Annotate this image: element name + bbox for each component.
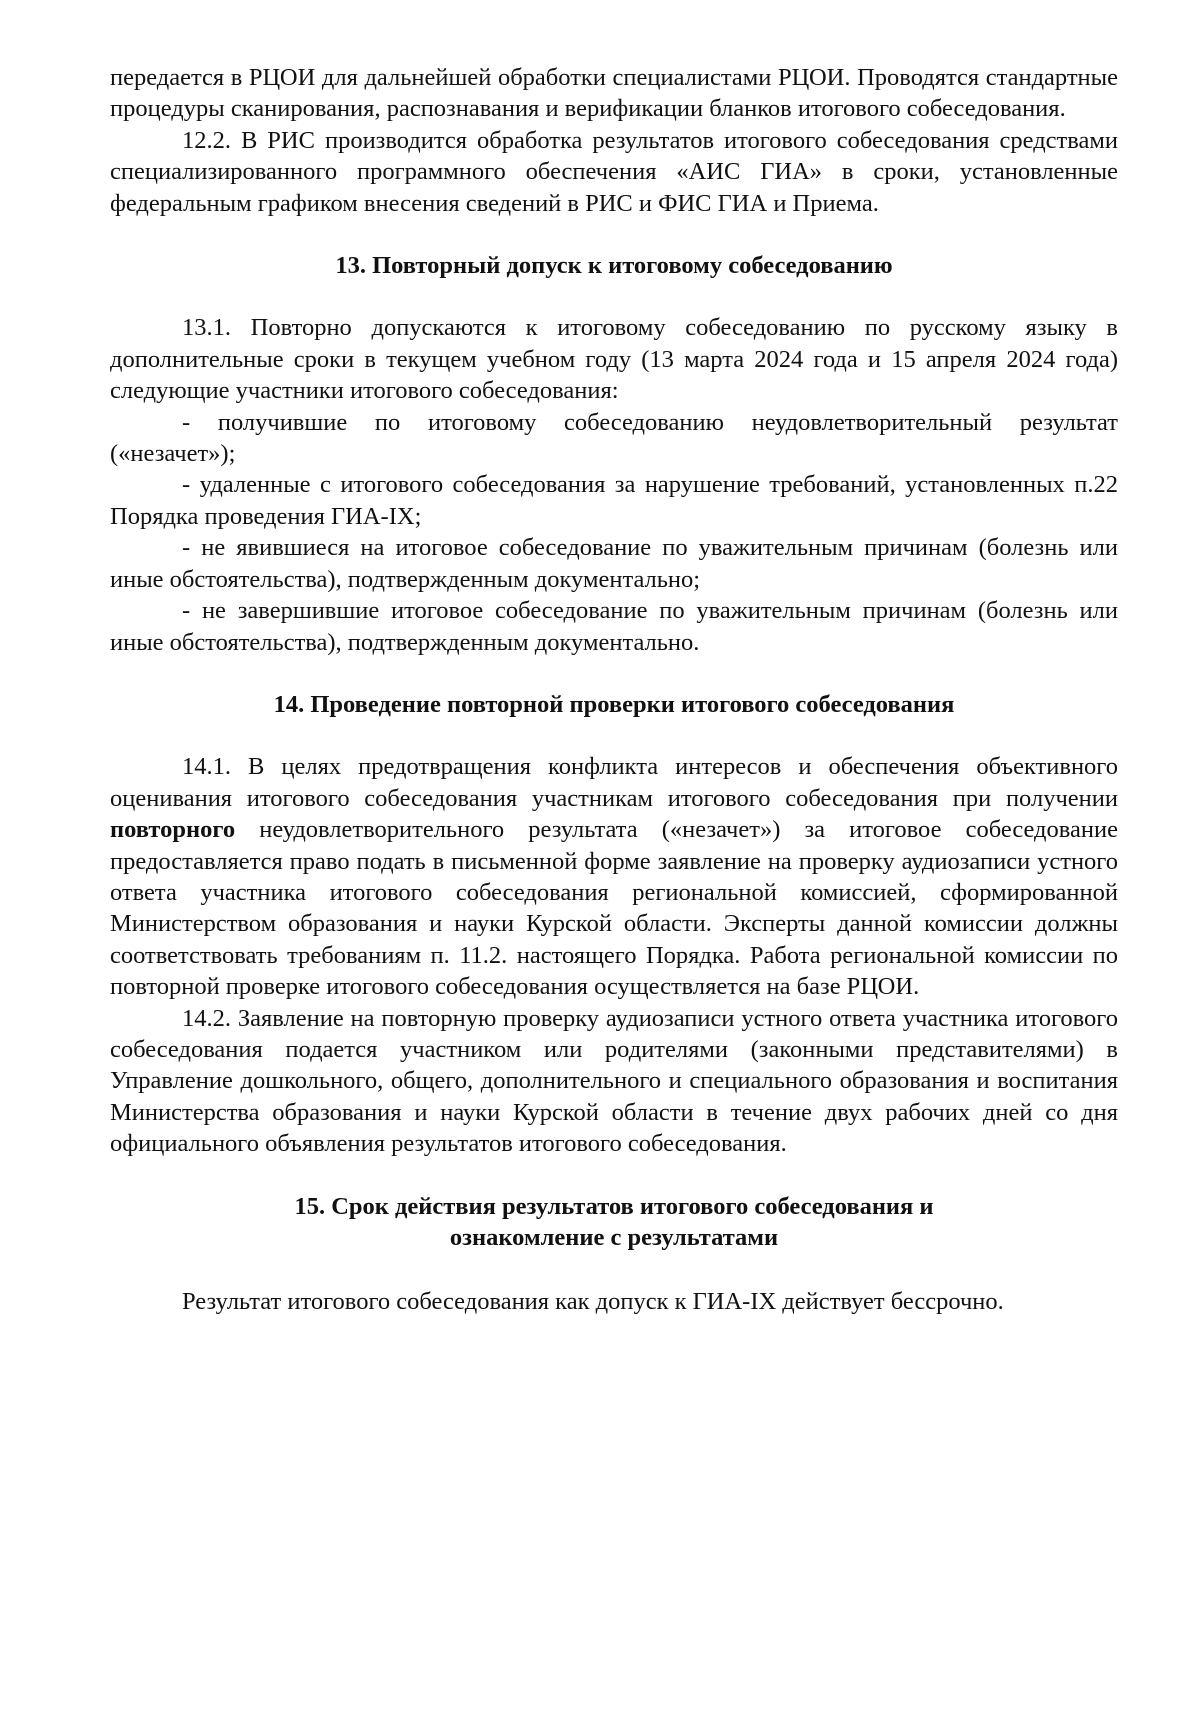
paragraph-continuation: передается в РЦОИ для дальнейшей обработки специалистами РЦОИ. Проводятся стандартные процедуры сканирования, распознавания и верификации бланков итогового собеседования. bbox=[110, 64, 1118, 123]
paragraph-14-1-start: 14.1. В целях предотвращения конфликта интересов и обеспечения объективного оценивания итогового собеседования участникам итогового собеседования при получении bbox=[110, 753, 1118, 812]
paragraph-13-1: 13.1. Повторно допускаются к итоговому собеседованию по русскому языку в дополнительные сроки в текущем учебном году (13 марта 2024 года и 15 апреля 2024 года) следующие участники итогового собеседования: bbox=[110, 314, 1118, 405]
list-item-13-d: - не завершившие итоговое собеседование по уважительным причинам (болезнь или иные обстоятельства), подтвержденным документально. bbox=[110, 597, 1118, 656]
paragraph-14-1-rest: неудовлетворительного результата («незачет») за итоговое собеседование предоставляется право подать в письменной форме заявление на проверку аудиозаписи устного ответа участника итогового собеседования региональной комиссией, сформированной Министерством образования и науки Курской области. Эксперты данной комиссии должны соответствовать требованиям п. 11.2. настоящего Порядка. Работа региональной комиссии по повторной проверке итогового собеседования осуществляется на базе РЦОИ. bbox=[110, 816, 1118, 1001]
list-item-13-b: - удаленные с итогового собеседования за нарушение требований, установленных п.22 Порядка проведения ГИА-IX; bbox=[110, 471, 1118, 530]
paragraph-14-2: 14.2. Заявление на повторную проверку аудиозаписи устного ответа участника итогового собеседования подается участником или родителями (законными представителями) в Управление дошкольного, общего, дополнительного и специального образования и воспитания Министерства образования и науки Курской области в течение двух рабочих дней со дня официального объявления результатов итогового собеседования. bbox=[110, 1004, 1118, 1158]
list-item-13-c: - не явившиеся на итоговое собеседование по уважительным причинам (болезнь или иные обстоятельства), подтвержденным документально; bbox=[110, 534, 1118, 593]
heading-section-15-line1: 15. Срок действия результатов итогового собеседования и bbox=[294, 1192, 934, 1220]
heading-section-13: 13. Повторный допуск к итоговому собеседованию bbox=[335, 252, 893, 280]
list-item-13-a: - получившие по итоговому собеседованию неудовлетворительный результат («незачет»); bbox=[110, 408, 1118, 468]
paragraph-12-2: 12.2. В РИС производится обработка результатов итогового собеседования средствами специализированного программного обеспечения «АИС ГИА» в сроки, установленные федеральным графиком внесения сведений в РИС и ФИС ГИА и Приема. bbox=[110, 126, 1118, 217]
emphasis-repeated: повторного bbox=[110, 816, 236, 844]
document-page bbox=[110, 62, 1118, 1318]
heading-section-14: 14. Проведение повторной проверки итогового собеседования bbox=[273, 690, 955, 718]
paragraph-14-1 bbox=[110, 751, 1118, 1002]
heading-section-15-line2: ознакомление с результатами bbox=[449, 1224, 779, 1251]
paragraph-15: Результат итогового собеседования как допуск к ГИА-IX действует бессрочно. bbox=[182, 1288, 1004, 1316]
